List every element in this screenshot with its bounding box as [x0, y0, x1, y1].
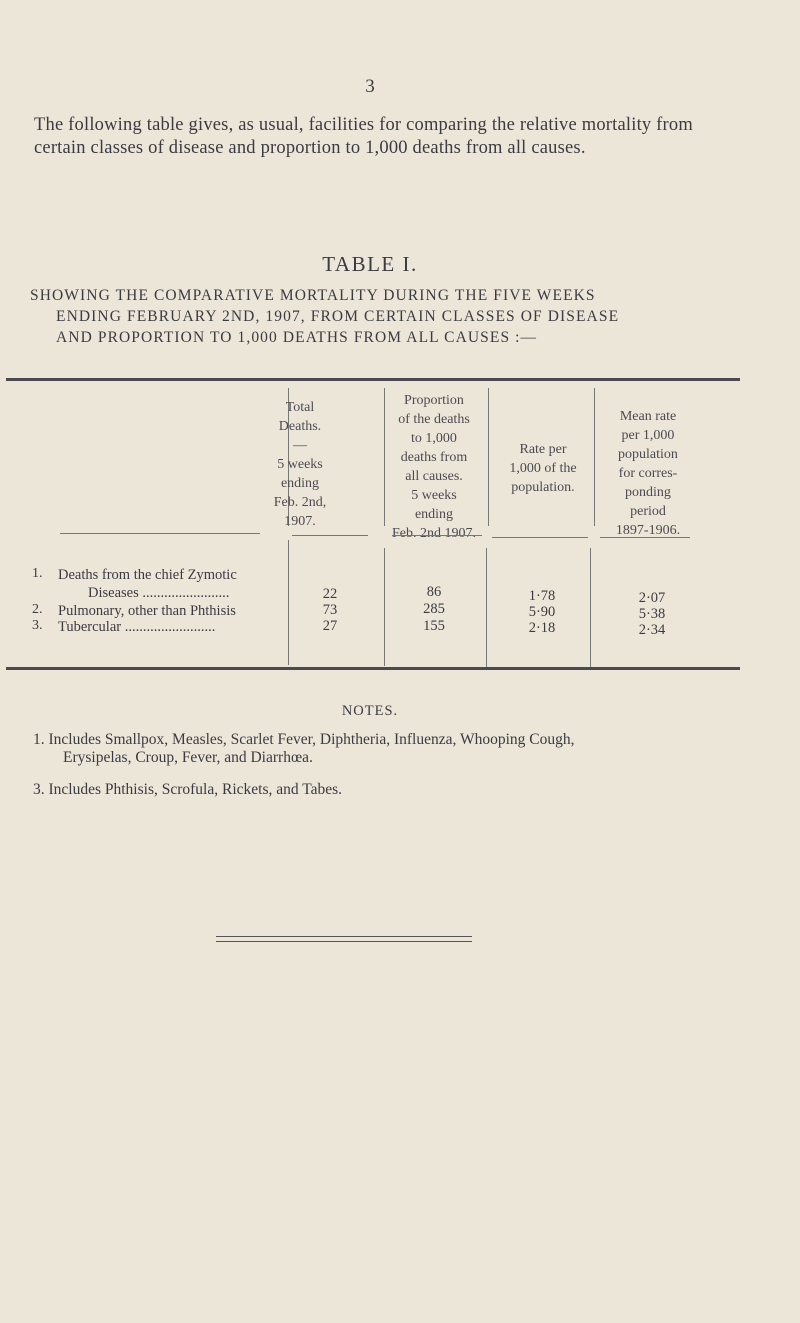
column-header-line: ending: [280, 476, 320, 491]
column-header-rate: [486, 440, 600, 497]
column-header-line: 1897-1906.: [615, 523, 681, 538]
column-header-line: Feb. 2nd 1907.: [392, 526, 476, 541]
cell-rate: 1·78: [528, 588, 556, 604]
row-label: [58, 566, 290, 602]
note-1: [33, 731, 753, 767]
column-header-line: 5 weeks: [411, 488, 457, 503]
bottom-rule: [216, 936, 472, 937]
column-header-line: Proportion: [404, 393, 464, 408]
cell-total-deaths: 73: [322, 602, 338, 618]
column-header-line: population: [618, 447, 678, 462]
column-header-line: 1907.: [284, 514, 316, 529]
cell-proportion: 285: [423, 601, 445, 617]
column-header-line: deaths from: [400, 450, 468, 465]
row-label: Tubercular .........................: [58, 619, 216, 635]
column-header-line: Total: [285, 400, 315, 415]
cell-mean-rate: 2·34: [638, 622, 666, 638]
column-header-line: to 1,000: [411, 431, 457, 446]
body-divider: [590, 548, 591, 668]
column-header-line: —: [293, 438, 307, 453]
column-header-line: ending: [414, 507, 454, 522]
column-header-line: Mean rate: [619, 409, 677, 424]
header-separator: [60, 533, 260, 534]
column-header-mean-rate: [590, 407, 706, 540]
table-bottom-rule: [6, 667, 740, 670]
cell-rate: 2·18: [528, 620, 556, 636]
table-title: TABLE I.: [322, 252, 418, 276]
column-header-line: ponding: [625, 485, 671, 500]
column-header-line: of the deaths: [398, 412, 470, 427]
cell-mean-rate: 2·07: [638, 590, 666, 606]
notes-title: NOTES.: [341, 703, 399, 719]
body-divider: [486, 548, 487, 668]
table-top-rule: [6, 378, 740, 381]
row-label-line: Diseases ........................: [88, 585, 230, 601]
header-separator: [392, 535, 482, 536]
header-separator: [600, 537, 690, 538]
column-header-line: population.: [511, 480, 575, 495]
row-number: 3.: [32, 618, 43, 633]
cell-proportion: 155: [423, 618, 445, 634]
column-header-line: for corres-: [618, 466, 678, 481]
cell-total-deaths: 27: [322, 618, 338, 634]
column-header-proportion: [374, 391, 494, 543]
header-separator: [292, 535, 368, 536]
table-heading-line-2: ENDING FEBRUARY 2ND, 1907, FROM CERTAIN CLASSES OF DISEASE: [56, 308, 620, 325]
cell-mean-rate: 5·38: [638, 606, 666, 622]
row-label: Pulmonary, other than Phthisis: [58, 603, 236, 619]
column-header-line: Deaths.: [278, 419, 322, 434]
row-number: 1.: [32, 566, 43, 581]
bottom-rule: [216, 941, 472, 942]
column-header-line: Rate per: [519, 442, 567, 457]
table-heading: [30, 285, 730, 348]
column-header-line: per 1,000: [621, 428, 675, 443]
column-header-total-deaths: [250, 398, 350, 531]
note-line: 1. Includes Smallpox, Measles, Scarlet Fever, Diphtheria, Influenza, Whooping Cough,: [33, 731, 575, 748]
column-header-line: all causes.: [405, 469, 463, 484]
body-divider: [384, 548, 385, 666]
header-separator: [492, 537, 588, 538]
intro-paragraph: The following table gives, as usual, facilities for comparing the relative mortality from certain classes of disease and proportion to 1,000 deaths from all causes.: [34, 115, 693, 158]
column-header-line: Feb. 2nd,: [273, 495, 327, 510]
cell-rate: 5·90: [528, 604, 556, 620]
table-heading-line-3: AND PROPORTION TO 1,000 DEATHS FROM ALL CAUSES :—: [56, 329, 538, 346]
row-number: 2.: [32, 602, 43, 617]
column-header-line: 1,000 of the: [509, 461, 577, 476]
note-3: 3. Includes Phthisis, Scrofula, Rickets, and Tabes.: [33, 781, 343, 798]
column-header-line: period: [630, 504, 666, 519]
page-number: 3: [365, 76, 375, 97]
table-heading-line-1: SHOWING THE COMPARATIVE MORTALITY DURING THE FIVE WEEKS: [30, 287, 596, 304]
cell-total-deaths: 22: [322, 586, 338, 602]
column-header-line: 5 weeks: [277, 457, 323, 472]
row-label-line: Deaths from the chief Zymotic: [58, 567, 237, 583]
note-line: Erysipelas, Croup, Fever, and Diarrhœa.: [63, 749, 313, 766]
cell-proportion: 86: [426, 584, 442, 600]
